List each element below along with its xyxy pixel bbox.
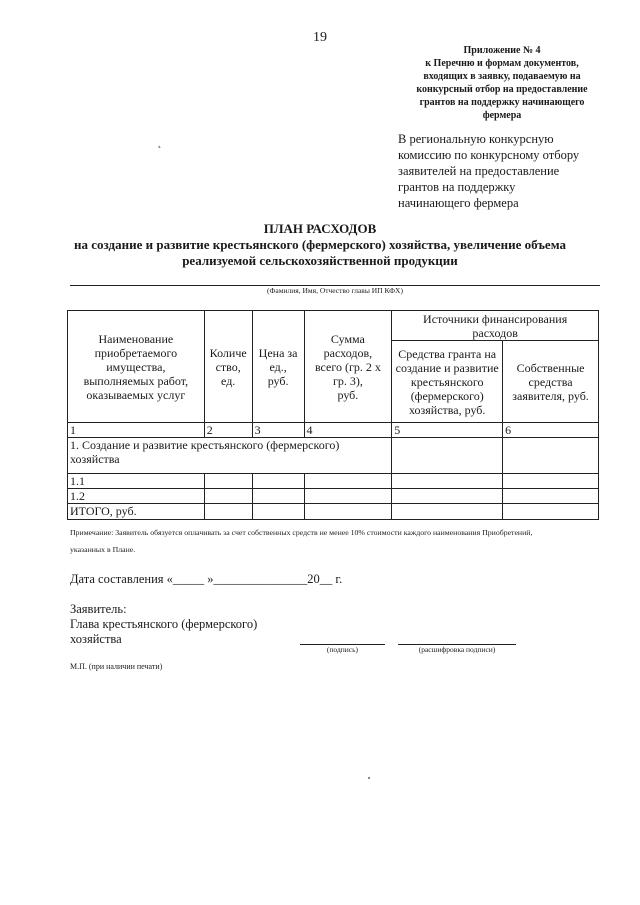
column-number: 3 — [252, 423, 304, 438]
footnote-line: указанных в Плане. — [70, 545, 136, 554]
appendix-header — [386, 44, 618, 122]
applicant-block — [70, 602, 257, 647]
header-funding-sources: Источники финансирования расходов — [392, 311, 599, 341]
table-cell[interactable] — [204, 504, 252, 520]
recipient-line: В региональную конкурсную — [398, 132, 554, 146]
column-number: 1 — [68, 423, 205, 438]
row-label: 1.2 — [68, 489, 205, 504]
table-cell[interactable] — [304, 504, 392, 520]
column-number: 6 — [503, 423, 599, 438]
section-label: 1. Создание и развитие крестьянского (фермерского) хозяйства — [68, 438, 392, 474]
table-cell[interactable] — [252, 474, 304, 489]
row-label: 1.1 — [68, 474, 205, 489]
signature-caption: (подпись) — [326, 645, 359, 654]
stamp-note: М.П. (при наличии печати) — [70, 662, 163, 671]
table-cell[interactable] — [392, 474, 503, 489]
column-numbers-row — [68, 423, 599, 438]
footnote — [70, 524, 600, 558]
section-row — [68, 438, 599, 474]
table-cell[interactable] — [252, 489, 304, 504]
header-unit-price: Цена за ед., руб. — [252, 311, 304, 423]
header-name: Наименование приобретаемого имущества, выполняемых работ, оказываемых услуг — [68, 311, 205, 423]
date-line[interactable]: Дата составления «_____ »_______________20__ г. — [70, 572, 343, 586]
document-title — [40, 221, 600, 269]
table-row — [68, 489, 599, 504]
total-row — [68, 504, 599, 520]
header-own-funds: Собственные средства заявителя, руб. — [503, 341, 599, 423]
appendix-line: фермера — [482, 110, 522, 121]
header-grant-funds: Средства гранта на создание и развитие крестьянского (фермерского) хозяйства, руб. — [392, 341, 503, 423]
table-cell[interactable] — [503, 438, 599, 474]
footnote-line: Примечание: Заявитель обязуется оплачивать за счет собственных средств не менее 10% стоимости каждого наименования Приобретений, — [70, 528, 533, 537]
applicant-line: Заявитель: — [70, 602, 127, 616]
table-cell[interactable] — [392, 489, 503, 504]
table-cell[interactable] — [503, 474, 599, 489]
recipient-line: комиссию по конкурсному отбору — [398, 148, 580, 162]
recipient-line: начинающего фермера — [398, 196, 519, 210]
table-cell[interactable] — [392, 504, 503, 520]
table-cell[interactable] — [503, 489, 599, 504]
column-number: 4 — [304, 423, 392, 438]
title-main: ПЛАН РАСХОДОВ — [263, 221, 377, 236]
table-row — [68, 474, 599, 489]
appendix-line: входящих в заявку, подаваемую на — [423, 71, 581, 82]
table-cell[interactable] — [503, 504, 599, 520]
applicant-line: Глава крестьянского (фермерского) — [70, 617, 258, 631]
appendix-line: к Перечню и формам документов, — [425, 58, 579, 69]
recipient-block — [398, 131, 618, 211]
recipient-line: заявителей на предоставление — [398, 164, 560, 178]
appendix-line: грантов на поддержку начинающего — [419, 97, 585, 108]
scan-artifact — [368, 777, 370, 779]
table-cell[interactable] — [304, 489, 392, 504]
applicant-line: хозяйства — [70, 632, 122, 646]
appendix-line: конкурсный отбор на предоставление — [416, 84, 588, 95]
table-cell[interactable] — [204, 489, 252, 504]
table-cell[interactable] — [252, 504, 304, 520]
table-cell[interactable] — [204, 474, 252, 489]
title-subtitle: реализуемой сельскохозяйственной продукции — [182, 253, 458, 268]
table-cell[interactable] — [392, 438, 503, 474]
column-number: 2 — [204, 423, 252, 438]
column-number: 5 — [392, 423, 503, 438]
expense-plan-table — [67, 310, 599, 520]
header-total-sum: Сумма расходов, всего (гр. 2 х гр. 3), руб. — [304, 311, 392, 423]
fio-caption: (Фамилия, Имя, Отчество главы ИП КФХ) — [267, 286, 403, 295]
table-cell[interactable] — [304, 474, 392, 489]
appendix-line: Приложение № 4 — [463, 45, 541, 56]
decryption-caption: (расшифровка подписи) — [418, 645, 496, 654]
stray-mark: ˛ — [158, 138, 162, 149]
page-number: 19 — [313, 30, 327, 45]
header-quantity: Количе ство, ед. — [204, 311, 252, 423]
total-label: ИТОГО, руб. — [68, 504, 205, 520]
recipient-line: грантов на поддержку — [398, 180, 516, 194]
title-subtitle: на создание и развитие крестьянского (фермерского) хозяйства, увеличение объема — [74, 237, 566, 252]
